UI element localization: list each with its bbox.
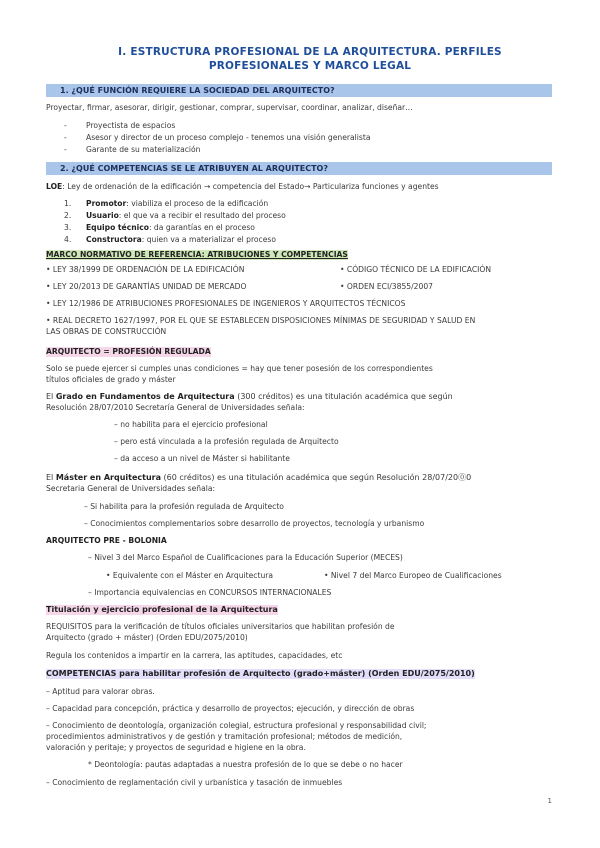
- paragraph-line: REQUISITOS para la verificación de títulos oficiales universitarios que habilitan profesión de: [46, 622, 395, 631]
- list-item: – da acceso a un nivel de Máster si habilitante: [114, 454, 290, 463]
- agent-name: Usuario: [86, 211, 119, 220]
- grado-pre: El: [46, 392, 56, 401]
- document-title-line-2: PROFESIONALES Y MARCO LEGAL: [208, 60, 412, 72]
- competencia-item-cont: valoración y peritaje; y proyectos de seguridad e higiene en la obra.: [46, 743, 306, 752]
- list-item: – Conocimientos complementarios sobre desarrollo de proyectos, tecnología y urbanismo: [84, 519, 425, 528]
- list-item: • Equivalente con el Máster en Arquitectura: [106, 571, 274, 580]
- loe-text: : Ley de ordenación de la edificación → competencia del Estado→ Particulariza funciones y agentes: [62, 182, 439, 191]
- competencia-item: – Conocimiento de reglamentación civil y urbanística y tasación de inmuebles: [46, 778, 343, 787]
- grado-title: Grado en Fundamentos de Arquitectura: [55, 392, 235, 401]
- norma-item: • ORDEN ECI/3855/2007: [340, 282, 433, 291]
- paragraph-line: títulos oficiales de grado y máster: [46, 375, 176, 384]
- competencia-item: – Capacidad para concepción, práctica y desarrollo de proyectos; ejecución, y dirección de obras: [46, 704, 415, 713]
- page-number: 1: [547, 797, 552, 805]
- competencia-item: – Aptitud para valorar obras.: [46, 687, 155, 696]
- agent-name: Equipo técnico: [86, 223, 149, 232]
- agent-item: [86, 211, 286, 221]
- list-item: • Nivel 7 del Marco Europeo de Cualificaciones: [324, 571, 502, 580]
- titulacion-heading: Titulación y ejercicio profesional de la Arquitectura: [46, 605, 278, 614]
- paragraph-line: Regula los contenidos a impartir en la carrera, las aptitudes, capacidades, etc: [46, 651, 343, 660]
- master-title: Máster en Arquitectura: [55, 473, 161, 482]
- paragraph-line: Arquitecto (grado + máster) (Orden EDU/2075/2010): [46, 633, 248, 642]
- loe-line: [46, 182, 439, 192]
- list-item: – Si habilita para la profesión regulada de Arquitecto: [84, 502, 284, 511]
- section-2-heading: 2. ¿QUÉ COMPETENCIAS SE LE ATRIBUYEN AL ARQUITECTO?: [60, 164, 328, 173]
- list-item: Asesor y director de un proceso complejo - tenemos una visión generalista: [86, 133, 371, 142]
- agent-desc: : da garantías en el proceso: [148, 223, 255, 232]
- list-item: – Nivel 3 del Marco Español de Cualificaciones para la Educación Superior (MECES): [88, 553, 403, 562]
- document-title-line-1: I. ESTRUCTURA PROFESIONAL DE LA ARQUITECTURA. PERFILES: [118, 46, 502, 58]
- agent-item: [86, 235, 276, 245]
- norma-item: • LEY 38/1999 DE ORDENACIÓN DE LA EDIFICACIÓN: [46, 265, 245, 274]
- bolonia-heading: ARQUITECTO PRE - BOLONIA: [46, 536, 167, 545]
- agent-item: [86, 223, 255, 233]
- master-pre: El: [46, 473, 56, 482]
- regulada-heading: ARQUITECTO = PROFESIÓN REGULADA: [46, 347, 211, 356]
- list-item: Garante de su materialización: [86, 145, 201, 154]
- bullet-dash: -: [64, 133, 67, 142]
- competencia-item: – Conocimiento de deontología, organización colegial, estructura profesional y responsabilidad civil;: [46, 721, 427, 730]
- list-item: Proyectista de espacios: [86, 121, 176, 130]
- norma-item-cont: LAS OBRAS DE CONSTRUCCIÓN: [46, 327, 167, 336]
- loe-label: LOE: [46, 182, 63, 191]
- paragraph-line: Solo se puede ejercer si cumples unas condiciones = hay que tener posesión de los correspondientes: [46, 364, 433, 373]
- bullet-dash: -: [64, 121, 67, 130]
- master-line: [46, 473, 471, 483]
- competencia-item-cont: procedimientos administrativos y de gestión y tramitación profesional; métodos de medición,: [46, 732, 403, 741]
- agent-desc: : quien va a materializar el proceso: [141, 235, 277, 244]
- paragraph-line: Secretaria General de Universidades señala:: [46, 484, 216, 493]
- agent-name: Promotor: [86, 199, 127, 208]
- agent-number: 4.: [64, 235, 72, 244]
- agent-desc: : el que va a recibir el resultado del proceso: [118, 211, 286, 220]
- norma-item: • REAL DECRETO 1627/1997, POR EL QUE SE ESTABLECEN DISPOSICIONES MÍNIMAS DE SEGURIDAD Y SALUD EN: [46, 316, 476, 325]
- marco-heading: MARCO NORMATIVO DE REFERENCIA: ATRIBUCIONES Y COMPETENCIAS: [46, 250, 348, 259]
- competencia-note: * Deontología: pautas adaptadas a nuestra profesión de lo que se debe o no hacer: [88, 760, 403, 769]
- section-1-intro: Proyectar, firmar, asesorar, dirigir, gestionar, comprar, supervisar, coordinar, analizar, diseñar…: [46, 103, 413, 112]
- list-item: – Importancia equivalencias en CONCURSOS INTERNACIONALES: [88, 588, 332, 597]
- agent-name: Constructora: [86, 235, 142, 244]
- norma-item: • LEY 12/1986 DE ATRIBUCIONES PROFESIONALES DE INGENIEROS Y ARQUITECTOS TÉCNICOS: [46, 299, 406, 308]
- list-item: – pero está vinculada a la profesión regulada de Arquitecto: [114, 437, 339, 446]
- bullet-dash: -: [64, 145, 67, 154]
- paragraph-line: Resolución 28/07/2010 Secretaría General de Universidades señala:: [46, 403, 305, 412]
- agent-desc: : viabiliza el proceso de la edificación: [126, 199, 269, 208]
- list-item: – no habilita para el ejercicio profesional: [114, 420, 268, 429]
- competencias-heading: COMPETENCIAS para habilitar profesión de Arquitecto (grado+máster) (Orden EDU/2075/2010): [46, 669, 475, 678]
- norma-item: • LEY 20/2013 DE GARANTÍAS UNIDAD DE MERCADO: [46, 282, 247, 291]
- section-1-heading: 1. ¿QUÉ FUNCIÓN REQUIERE LA SOCIEDAD DEL ARQUITECTO?: [60, 86, 335, 95]
- agent-item: [86, 199, 268, 209]
- grado-line: [46, 392, 453, 402]
- agent-number: 2.: [64, 211, 72, 220]
- grado-post: (300 créditos) es una titulación académica que según: [234, 392, 453, 401]
- master-post: (60 créditos) es una titulación académica que según Resolución 28/07/20⓪0: [161, 473, 472, 482]
- agent-number: 3.: [64, 223, 72, 232]
- norma-item: • CÓDIGO TÉCNICO DE LA EDIFICACIÓN: [340, 265, 492, 274]
- agent-number: 1.: [64, 199, 72, 208]
